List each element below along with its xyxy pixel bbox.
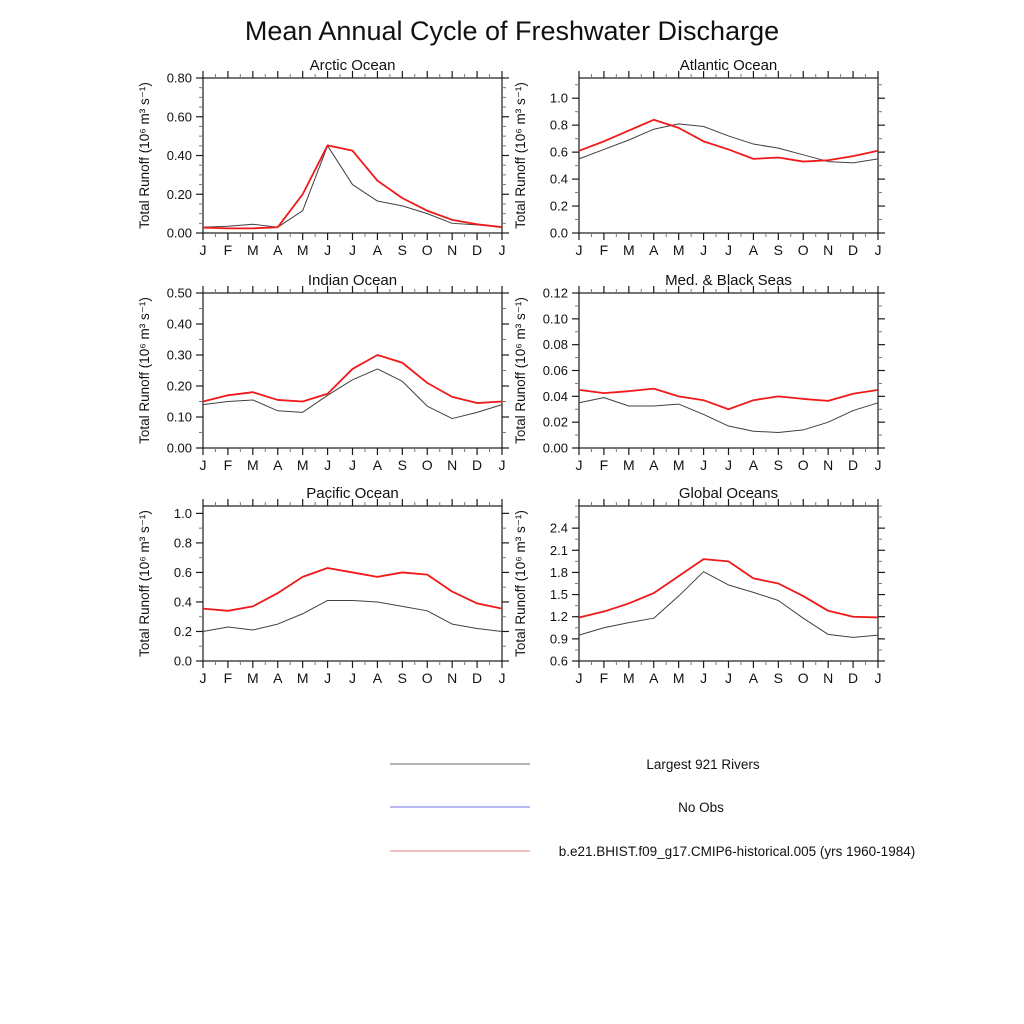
y-tick-label: 0.6: [173, 564, 192, 580]
x-tick-label: J: [498, 457, 506, 473]
y-tick-label: 0.20: [166, 186, 192, 202]
x-tick-label: M: [672, 670, 685, 686]
subplot-title: Arctic Ocean: [309, 57, 396, 74]
x-tick-label: N: [447, 670, 458, 686]
x-tick-label: D: [848, 670, 859, 686]
x-tick-label: D: [848, 457, 859, 473]
y-tick-label: 0.00: [542, 440, 568, 456]
x-tick-label: F: [223, 457, 233, 473]
y-tick-label: 0.80: [166, 70, 192, 86]
x-tick-label: A: [748, 242, 759, 258]
x-tick-label: M: [672, 242, 685, 258]
y-tick-label: 0.0: [549, 225, 568, 241]
y-tick-label: 1.5: [549, 587, 568, 603]
plot-frame: [579, 506, 878, 661]
y-tick-label: 1.8: [549, 564, 568, 580]
chart-svg: [511, 269, 893, 483]
subplot-global-oceans: [511, 482, 893, 696]
x-tick-label: A: [273, 242, 283, 258]
x-tick-label: J: [575, 457, 583, 473]
series-obs-line: [579, 398, 878, 433]
x-tick-label: A: [649, 242, 659, 258]
x-tick-label: A: [748, 670, 759, 686]
x-tick-label: J: [498, 670, 506, 686]
x-tick-label: S: [397, 457, 408, 473]
series-model-line: [579, 559, 878, 617]
x-tick-label: J: [324, 242, 332, 258]
x-tick-label: J: [349, 242, 356, 258]
x-tick-label: N: [823, 457, 834, 473]
x-tick-label: J: [874, 670, 882, 686]
x-tick-label: M: [296, 457, 309, 473]
y-tick-label: 0.0: [173, 653, 192, 669]
x-tick-label: M: [246, 670, 259, 686]
x-tick-label: D: [472, 242, 483, 258]
series-obs-line: [203, 600, 502, 631]
x-tick-label: A: [649, 457, 659, 473]
y-tick-label: 0.9: [549, 631, 568, 647]
x-tick-label: J: [575, 242, 583, 258]
x-tick-label: J: [874, 457, 882, 473]
x-tick-label: J: [700, 242, 708, 258]
x-tick-label: A: [372, 457, 383, 473]
x-tick-label: N: [447, 242, 458, 258]
y-tick-label: 0.2: [549, 198, 568, 214]
chart-svg: [511, 54, 893, 268]
x-tick-label: M: [622, 670, 635, 686]
x-tick-label: O: [797, 670, 809, 686]
series-model-line: [203, 355, 502, 403]
x-tick-label: J: [199, 457, 207, 473]
subplot-arctic-ocean: [135, 54, 517, 268]
y-tick-label: 1.0: [549, 90, 568, 106]
x-tick-label: M: [296, 670, 309, 686]
plot-frame: [579, 293, 878, 448]
y-axis-label: Total Runoff (10⁶ m³ s⁻¹): [137, 82, 152, 229]
legend-line-noobs: [390, 806, 530, 808]
x-tick-label: N: [823, 670, 834, 686]
y-tick-label: 0.12: [542, 285, 568, 301]
x-tick-label: J: [199, 670, 207, 686]
x-tick-label: J: [725, 457, 732, 473]
y-tick-label: 0.06: [542, 363, 568, 378]
x-tick-label: O: [797, 242, 809, 258]
y-tick-label: 0.2: [173, 623, 192, 639]
y-tick-label: 0.10: [166, 409, 192, 425]
chart-svg: [135, 54, 517, 268]
legend-line-model: [390, 850, 530, 852]
x-tick-label: J: [700, 457, 708, 473]
y-tick-label: 1.0: [173, 505, 192, 521]
x-tick-label: J: [324, 457, 332, 473]
y-tick-label: 0.6: [549, 144, 568, 160]
y-tick-label: 1.2: [549, 609, 568, 625]
y-tick-label: 0.4: [173, 594, 192, 610]
y-tick-label: 0.50: [166, 285, 192, 301]
y-axis-label: Total Runoff (10⁶ m³ s⁻¹): [513, 82, 528, 229]
series-model-line: [203, 145, 502, 228]
x-tick-label: A: [273, 457, 283, 473]
x-tick-label: M: [246, 457, 259, 473]
x-tick-label: A: [372, 670, 383, 686]
chart-svg: [135, 482, 517, 696]
series-model-line: [203, 568, 502, 611]
x-tick-label: S: [773, 242, 784, 258]
legend-label-noobs: No Obs: [678, 800, 724, 815]
x-tick-label: M: [296, 242, 309, 258]
subplot-indian-ocean: [135, 269, 517, 483]
subplot-title: Med. & Black Seas: [665, 272, 792, 289]
plot-frame: [203, 78, 502, 233]
x-tick-label: S: [773, 457, 784, 473]
subplot-title: Indian Ocean: [307, 272, 398, 289]
subplot-atlantic-ocean: [511, 54, 893, 268]
x-tick-label: S: [397, 670, 408, 686]
x-tick-label: M: [622, 457, 635, 473]
subplot-title: Global Oceans: [678, 485, 779, 502]
series-obs-line: [203, 146, 502, 227]
x-tick-label: O: [421, 457, 433, 473]
x-tick-label: N: [447, 457, 458, 473]
x-tick-label: M: [246, 242, 259, 258]
x-tick-label: O: [421, 242, 433, 258]
y-axis-label: Total Runoff (10⁶ m³ s⁻¹): [513, 510, 528, 657]
y-tick-label: 0.20: [166, 378, 192, 394]
x-tick-label: J: [349, 670, 356, 686]
x-tick-label: F: [223, 670, 233, 686]
x-tick-label: D: [472, 670, 483, 686]
x-tick-label: J: [725, 670, 732, 686]
x-tick-label: D: [848, 242, 859, 258]
x-tick-label: A: [649, 670, 659, 686]
y-tick-label: 0.00: [166, 225, 192, 241]
series-model-line: [579, 389, 878, 410]
legend-line-obs: [390, 763, 530, 765]
x-tick-label: J: [874, 242, 882, 258]
plot-frame: [203, 293, 502, 448]
y-tick-label: 0.08: [542, 337, 568, 353]
subplot-pacific-ocean: [135, 482, 517, 696]
x-tick-label: F: [599, 457, 609, 473]
x-tick-label: J: [498, 242, 506, 258]
x-tick-label: F: [599, 242, 609, 258]
y-tick-label: 0.40: [166, 148, 192, 163]
series-obs-line: [579, 124, 878, 163]
x-tick-label: A: [748, 457, 759, 473]
figure-title: Mean Annual Cycle of Freshwater Discharge: [244, 16, 780, 46]
x-tick-label: F: [599, 670, 609, 686]
y-tick-label: 0.6: [549, 653, 568, 669]
y-tick-label: 2.4: [549, 520, 568, 536]
x-tick-label: N: [823, 242, 834, 258]
y-axis-label: Total Runoff (10⁶ m³ s⁻¹): [513, 297, 528, 444]
y-tick-label: 0.30: [166, 347, 192, 363]
y-axis-label: Total Runoff (10⁶ m³ s⁻¹): [137, 297, 152, 444]
y-tick-label: 0.40: [166, 316, 192, 332]
subplot-med-black-seas: [511, 269, 893, 483]
y-tick-label: 0.4: [549, 171, 568, 187]
legend-label-obs: Largest 921 Rivers: [646, 757, 760, 772]
subplot-title: Atlantic Ocean: [679, 57, 778, 74]
x-tick-label: S: [397, 242, 408, 258]
legend-label-model: b.e21.BHIST.f09_g17.CMIP6-historical.005 (yrs 1960-1984): [558, 844, 916, 859]
x-tick-label: J: [725, 242, 732, 258]
plot-frame: [579, 78, 878, 233]
y-tick-label: 0.60: [166, 109, 192, 125]
y-tick-label: 0.10: [542, 311, 568, 327]
x-tick-label: F: [223, 242, 233, 258]
x-tick-label: D: [472, 457, 483, 473]
y-axis-label: Total Runoff (10⁶ m³ s⁻¹): [137, 510, 152, 657]
y-tick-label: 0.04: [542, 388, 568, 404]
x-tick-label: J: [324, 670, 332, 686]
x-tick-label: S: [773, 670, 784, 686]
y-tick-label: 0.00: [166, 440, 192, 456]
chart-svg: [511, 482, 893, 696]
y-tick-label: 2.1: [549, 542, 568, 558]
x-tick-label: O: [421, 670, 433, 686]
y-tick-label: 0.8: [549, 117, 568, 133]
x-tick-label: J: [349, 457, 356, 473]
x-tick-label: M: [672, 457, 685, 473]
x-tick-label: J: [575, 670, 583, 686]
x-tick-label: J: [700, 670, 708, 686]
x-tick-label: O: [797, 457, 809, 473]
chart-svg: [135, 269, 517, 483]
y-tick-label: 0.8: [173, 535, 192, 551]
subplot-title: Pacific Ocean: [306, 485, 399, 502]
plot-frame: [203, 506, 502, 661]
series-model-line: [579, 120, 878, 162]
x-tick-label: J: [199, 242, 207, 258]
x-tick-label: M: [622, 242, 635, 258]
series-obs-line: [203, 369, 502, 419]
y-tick-label: 0.02: [542, 414, 568, 430]
x-tick-label: A: [372, 242, 383, 258]
x-tick-label: A: [273, 670, 283, 686]
